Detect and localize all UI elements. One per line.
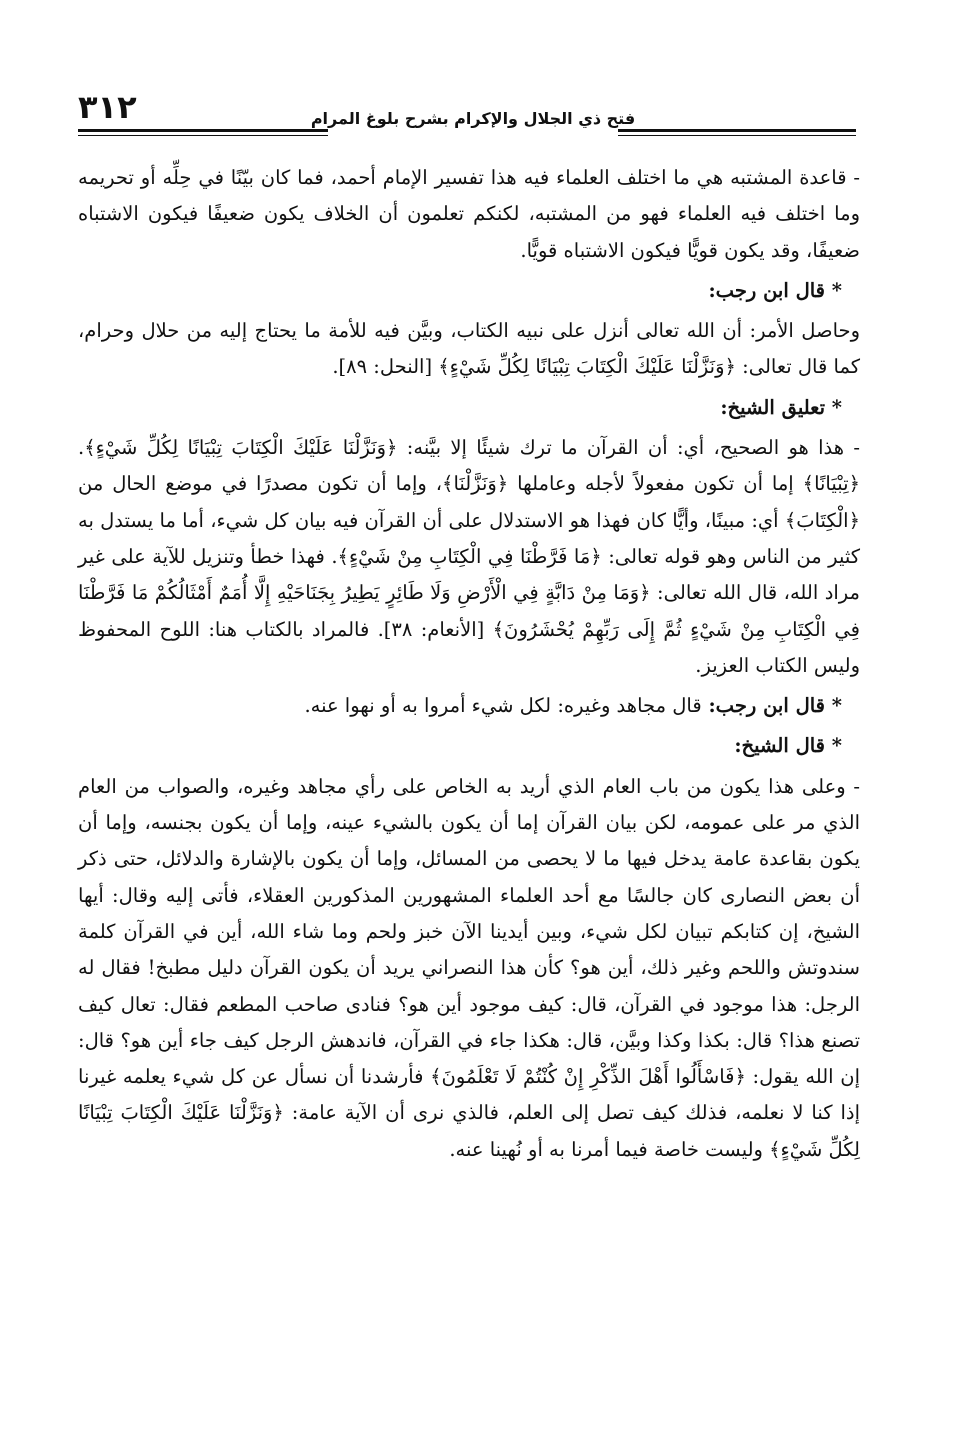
- heading-sheikh-comment: * تعليق الشيخ:: [720, 395, 842, 419]
- heading-sheikh-said: * قال الشيخ:: [734, 734, 842, 758]
- page-body: [78, 160, 860, 1172]
- page-number: ٣١٢: [78, 88, 137, 126]
- page-header: [78, 84, 856, 154]
- paragraph-4: - وعلى هذا يكون من باب العام الذي أريد به الخاص على رأي مجاهد وغيره، والصواب من العام الذي مر على عمومه، لكن بيان القرآن إما أن يكون بالشيء عينه، وإما أن يكون بجنسه، وإما أن يكون بقاعدة عامة يدخل فيها ما لا يحصى من المسائل، وإما أن يكون بالإشارة والدلائل، حتى ذكر أن بعض النصارى كان جالسًا مع أحد العلماء المشهورين المذكورين العقلاء، فأتى إليه وقال: أيها الشيخ، إن كتابكم تبيان لكل شيء، وبين أيدينا الآن خبز ولحم وما شاء الله، أين في القرآن كلمة سندوتش واللحم وغير ذلك، أين هو؟ كأن هذا النصراني يريد أن يكون القرآن دليل مطبخ! فقال له الرجل: هذا موجود في القرآن، قال: كيف موجود أين هو؟ فنادى صاحب المطعم فقال: تعال كيف تصنع هذا؟ قال: بكذا وكذا وبيَّن، قال: هكذا جاء في القرآن، فاندهش الرجل كيف جاء أين هو؟ قال: إن الله يقول: ﴿فَاسْأَلُوا أَهْلَ الذِّكْرِ إِنْ كُنْتُمْ لَا تَعْلَمُونَ﴾ فأرشدنا أن نسأل عن كل شيء يعلمه غيرنا إذا كنا لا نعلمه، فذلك كيف تصل إلى العلم، فالذي نرى أن الآية عامة: ﴿وَنَزَّلْنَا عَلَيْكَ الْكِتَابَ تِبْيَانًا لِكُلِّ شَيْءٍ﴾ وليست خاصة فيما أمرنا به أو نُهينا عنه.: [78, 774, 860, 1161]
- paragraph-3: - هذا هو الصحيح، أي: أن القرآن ما ترك شيئًا إلا بيَّنه: ﴿وَنَزَّلْنَا عَلَيْكَ الْكِتَابَ تِبْيَانًا لِكُلِّ شَيْءٍ﴾. ﴿تِبْيَانًا﴾ إما أن تكون مفعولاً لأجله وعاملها ﴿وَنَزَّلْنَا﴾، وإما أن تكون مصدرًا في موضع الحال من ﴿الْكِتَابَ﴾ أي: مبينًا، وأيًّا كان فهذا هو الاستدلال على أن القرآن فيه بيان كل شيء، أما ما يستدل به كثير من الناس وهو قوله تعالى: ﴿مَا فَرَّطْنَا فِي الْكِتَابِ مِنْ شَيْءٍ﴾. فهذا خطأ وتنزيل للآية على غير مراد الله، قال الله تعالى: ﴿وَمَا مِنْ دَابَّةٍ فِي الْأَرْضِ وَلَا طَائِرٍ يَطِيرُ بِجَنَاحَيْهِ إِلَّا أُمَمٌ أَمْثَالُكُمْ مَا فَرَّطْنَا فِي الْكِتَابِ مِنْ شَيْءٍ ثُمَّ إِلَى رَبِّهِمْ يُحْشَرُونَ﴾ [الأنعام: ٣٨]. فالمراد بالكتاب هنا: اللوح المحفوظ وليس الكتاب العزيز.: [78, 436, 860, 677]
- paragraph-2: وحاصل الأمر: أن الله تعالى أنزل على نبيه الكتاب، وبيَّن فيه للأمة ما يحتاج إليه من حلال وحرام، كما قال تعالى: ﴿وَنَزَّلْنَا عَلَيْكَ الْكِتَابَ تِبْيَانًا لِكُلِّ شَيْءٍ﴾ [النحل: ٨٩].: [78, 319, 860, 379]
- book-title: فتح ذي الجلال والإكرام بشرح بلوغ المرام: [310, 108, 636, 128]
- header-title-plate: [310, 94, 636, 142]
- heading-ibn-rajab: * قال ابن رجب:: [708, 278, 842, 302]
- paragraph-1: - قاعدة المشتبه هي ما اختلف العلماء فيه هذا تفسير الإمام أحمد، فما كان بيّنًا في حِلِّه أو تحريمه وما اختلف فيه العلماء فهو من المشتبه، لكنكم تعلمون أن الخلاف يكون ضعيفًا فيكون الاشتباه ضعيفًا، وقد يكون قويًّا فيكون الاشتباه قويًّا.: [78, 166, 860, 262]
- ibn-rajab-quote-text: قال مجاهد وغيره: لكل شيء أمروا به أو نهوا عنه.: [304, 694, 702, 718]
- heading-ibn-rajab-label: * قال ابن رجب:: [708, 694, 842, 718]
- heading-ibn-rajab-quote: [78, 688, 860, 724]
